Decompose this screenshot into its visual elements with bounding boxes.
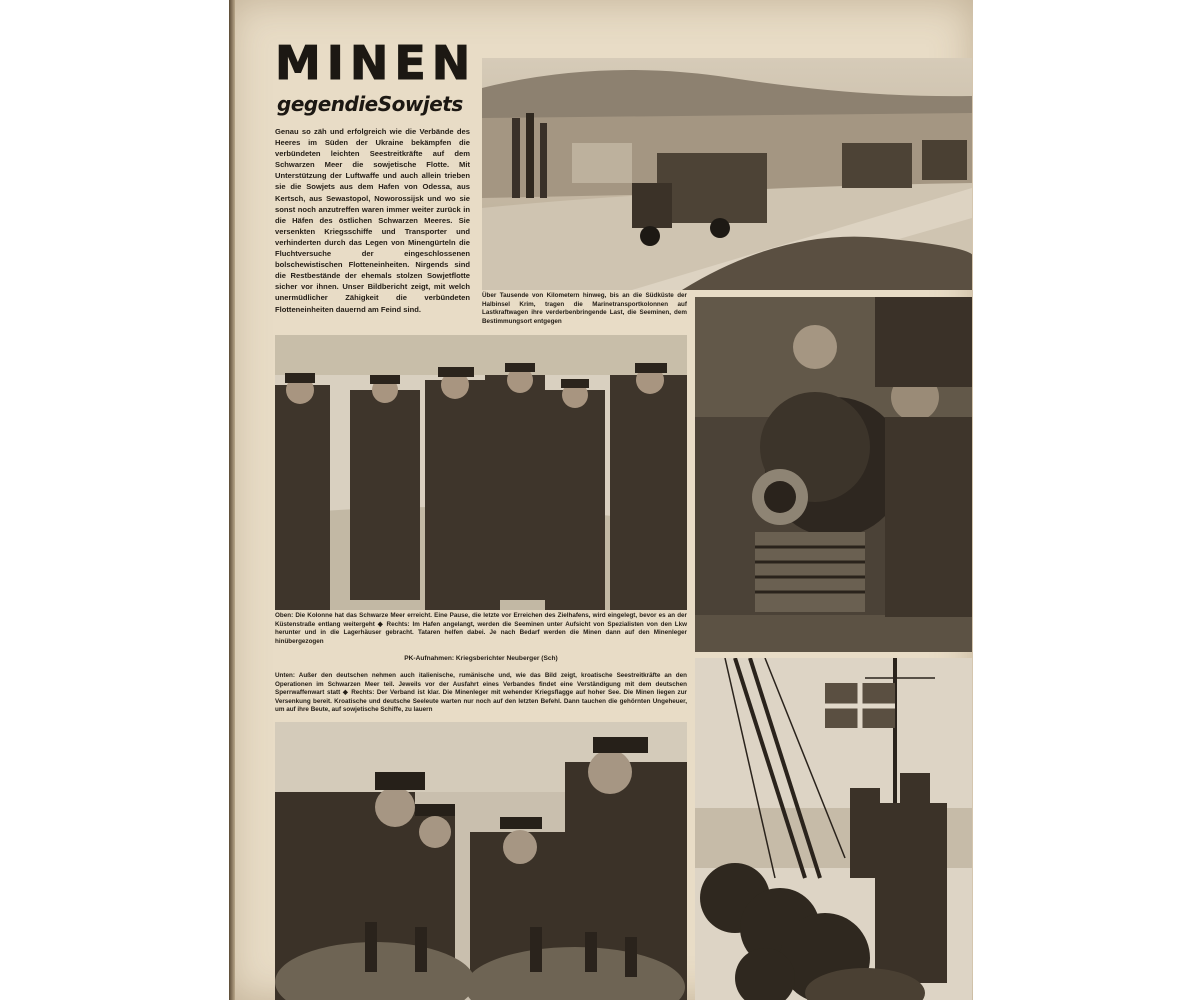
article-intro: Genau so zäh und erfolgreich wie die Verbände des Heeres im Süden der Ukraine bekämpfen die verbündeten leichten Seestreitkräfte auf dem Schwarzen Meer die sowjetische Flotte. Mit Unterstützung der Luftwaffe und auch allein trieben sie die Sowjets aus dem Hafen von Odessa, aus Kertsch, aus Sewastopol, Noworossijsk und wo sie sonst noch anzutreffen waren immer weiter zurück in die Häfen des östlichen Schwarzen Meeres. Sie versenkten Kriegsschiffe und Transporter und verhinderten durch das Legen von Minengürteln die Fluchtversuche der eingeschlossenen bolschewistischen Flotteneinheiten. Nirgends sind die Restbestände der ehemals stolzen Sowjetflotte sicher vor ihnen. Unser Bildbericht zeigt, mit welch unermüdlicher Zähigkeit die verbündeten Flotteneinheiten dauernd am Feind sind. — [275, 127, 470, 314]
article-title: MINEN — [275, 36, 477, 90]
soldiers-pause-photo — [275, 335, 687, 610]
page-binding-edge — [229, 0, 235, 1000]
truck-convoy-photo — [482, 58, 972, 290]
magazine-page — [229, 0, 973, 1000]
truck-convoy-caption: Über Tausende von Kilometern hinweg, bis an die Südküste der Halbinsel Krim, tragen die Marinetransportkolonnen auf Lastkraftwagen ihre verderbenbringende Last, die Seeminen, dem Bestimmungsort entgegen — [482, 292, 687, 325]
article-subtitle: gegendieSowjets — [277, 92, 463, 116]
minelayer-deck-photo — [695, 658, 972, 1000]
mine-unloading-photo — [695, 297, 972, 652]
bottom-caption: Unten: Außer den deutschen nehmen auch italienische, rumänische und, wie das Bild zeigt, kroatische Seestreitkräfte an den Operationen im Schwarzen Meer teil. Jeweils vor der Ausfahrt eines Verbandes findet eine Verständigung mit dem deutschen Sperrwaffenwart statt ◆ Rechts: Der Verband ist klar. Die Minenleger mit wehender Kriegsflagge auf hoher See. Die Minen liegen zur Versenkung bereit. Kroatische und deutsche Seeleute warten nur noch auf den letzten Befehl. Dann tauchen die gehörnten Ungeheuer, um auf ihre Beute, auf sowjetische Schiffe, zu lauern — [275, 672, 687, 714]
top-caption: Oben: Die Kolonne hat das Schwarze Meer erreicht. Eine Pause, die letzte vor Erreichen des Zielhafens, wird eingelegt, bevor es an der Küstenstraße entlang weitergeht ◆ Rechts: Im Hafen angelangt, werden die Seeminen unter Aufsicht von Spezialisten von den Lkw herunter und in die Lagerhäuser gebracht. Tataren helfen dabei. Je nach Bedarf werden die Minen dann auf den Minenleger hinübergezogen — [275, 612, 687, 645]
photo-credit: PK-Aufnahmen: Kriegsberichter Neuberger (Sch) — [404, 655, 558, 662]
crew-briefing-photo — [275, 722, 687, 1000]
